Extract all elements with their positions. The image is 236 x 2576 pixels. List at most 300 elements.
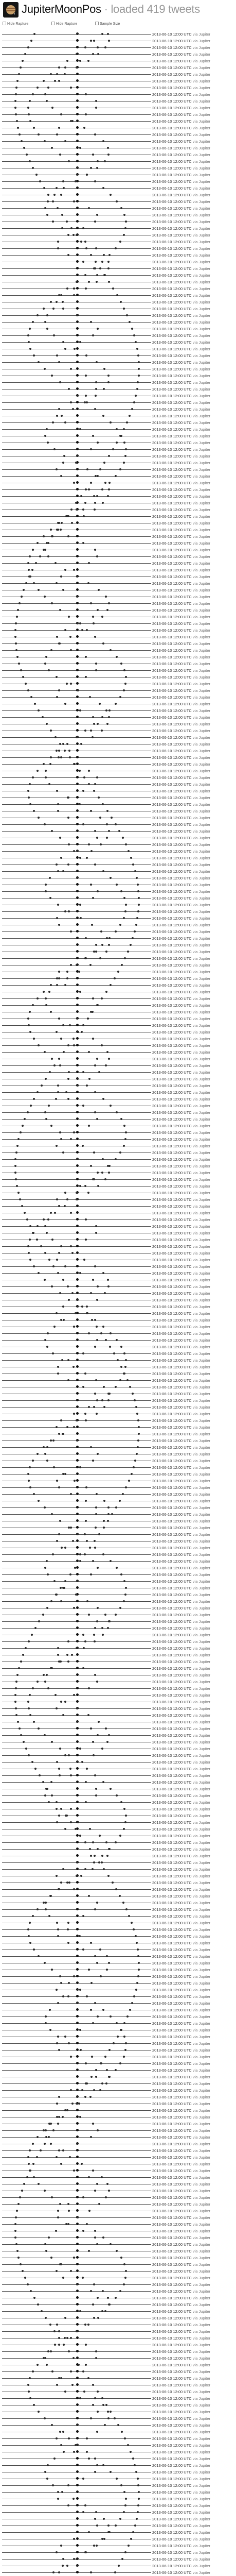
tweet-timestamp-link[interactable] <box>152 2497 210 2501</box>
tweet-timestamp-link[interactable] <box>152 1834 210 1838</box>
tweet-timestamp-link[interactable] <box>152 1405 210 1410</box>
tweet-timestamp-link[interactable] <box>152 903 210 907</box>
tweet-timestamp-link[interactable] <box>152 1860 210 1865</box>
tweet-timestamp-link[interactable] <box>152 52 210 57</box>
tweet-timestamp-link[interactable] <box>152 467 210 472</box>
tweet-timestamp-link[interactable] <box>152 1217 210 1222</box>
tweet-timestamp-link[interactable] <box>152 561 210 566</box>
tweet-timestamp-link[interactable] <box>152 2483 210 2488</box>
tweet-timestamp-link[interactable] <box>152 2014 210 2019</box>
tweet-timestamp-link[interactable] <box>152 2122 210 2126</box>
tweet-timestamp-link[interactable] <box>152 447 210 452</box>
tweet-timestamp-link[interactable] <box>152 923 210 927</box>
tweet-timestamp-link[interactable] <box>152 1345 210 1349</box>
tweet-timestamp-link[interactable] <box>152 1479 210 1483</box>
tweet-timestamp-link[interactable] <box>152 2517 210 2521</box>
tweet-timestamp-link[interactable] <box>152 286 210 291</box>
tweet-timestamp-link[interactable] <box>152 822 210 827</box>
tweet-timestamp-link[interactable] <box>152 2410 210 2414</box>
tweet-timestamp-link[interactable] <box>152 2242 210 2247</box>
tweet-timestamp-link[interactable] <box>152 688 210 693</box>
tweet-timestamp-link[interactable] <box>152 2369 210 2374</box>
tweet-timestamp-link[interactable] <box>152 2564 210 2568</box>
tweet-timestamp-link[interactable] <box>152 2430 210 2434</box>
checkbox-icon[interactable] <box>51 22 55 25</box>
tweet-timestamp-link[interactable] <box>152 943 210 947</box>
tweet-timestamp-link[interactable] <box>152 1921 210 1925</box>
tweet-timestamp-link[interactable] <box>152 501 210 505</box>
tweet-timestamp-link[interactable] <box>152 86 210 90</box>
tweet-timestamp-link[interactable] <box>152 755 210 760</box>
tweet-timestamp-link[interactable] <box>152 2115 210 2120</box>
tweet-timestamp-link[interactable] <box>152 1827 210 1832</box>
tweet-timestamp-link[interactable] <box>152 1914 210 1919</box>
tweet-timestamp-link[interactable] <box>152 2008 210 2012</box>
tweet-timestamp-link[interactable] <box>152 1291 210 1296</box>
tweet-timestamp-link[interactable] <box>152 1840 210 1845</box>
tweet-timestamp-link[interactable] <box>152 72 210 77</box>
tweet-timestamp-link[interactable] <box>152 849 210 854</box>
tweet-timestamp-link[interactable] <box>152 99 210 104</box>
tweet-timestamp-link[interactable] <box>152 320 210 325</box>
tweet-timestamp-link[interactable] <box>152 1284 210 1289</box>
tweet-timestamp-link[interactable] <box>152 1244 210 1249</box>
tweet-timestamp-link[interactable] <box>152 2503 210 2508</box>
tweet-timestamp-link[interactable] <box>152 1526 210 1530</box>
tweet-timestamp-link[interactable] <box>152 1981 210 1986</box>
tweet-timestamp-link[interactable] <box>152 2108 210 2113</box>
tweet-timestamp-link[interactable] <box>152 206 210 211</box>
tweet-timestamp-link[interactable] <box>152 1733 210 1738</box>
tweet-timestamp-link[interactable] <box>152 1077 210 1081</box>
tweet-timestamp-link[interactable] <box>152 2041 210 2046</box>
tweet-timestamp-link[interactable] <box>152 1184 210 1189</box>
tweet-timestamp-link[interactable] <box>152 648 210 653</box>
tweet-timestamp-link[interactable] <box>152 374 210 378</box>
tweet-timestamp-link[interactable] <box>152 695 210 700</box>
tweet-timestamp-link[interactable] <box>152 2075 210 2079</box>
tweet-timestamp-link[interactable] <box>152 662 210 666</box>
tweet-timestamp-link[interactable] <box>152 440 210 445</box>
tweet-timestamp-link[interactable] <box>152 1325 210 1329</box>
tweet-timestamp-link[interactable] <box>152 1626 210 1631</box>
tweet-timestamp-link[interactable] <box>152 2269 210 2274</box>
tweet-timestamp-link[interactable] <box>152 414 210 418</box>
tweet-timestamp-link[interactable] <box>152 2256 210 2260</box>
tweet-timestamp-link[interactable] <box>152 1304 210 1309</box>
tweet-timestamp-link[interactable] <box>152 1880 210 1885</box>
tweet-timestamp-link[interactable] <box>152 1104 210 1108</box>
tweet-timestamp-link[interactable] <box>152 360 210 365</box>
checkbox-icon[interactable] <box>3 22 6 25</box>
tweet-timestamp-link[interactable] <box>152 45 210 50</box>
tweet-timestamp-link[interactable] <box>152 2336 210 2341</box>
tweet-timestamp-link[interactable] <box>152 139 210 144</box>
tweet-timestamp-link[interactable] <box>152 1854 210 1858</box>
tweet-timestamp-link[interactable] <box>152 2202 210 2207</box>
tweet-timestamp-link[interactable] <box>152 936 210 941</box>
tweet-timestamp-link[interactable] <box>152 1271 210 1276</box>
tweet-timestamp-link[interactable] <box>152 1653 210 1657</box>
tweet-timestamp-link[interactable] <box>152 641 210 646</box>
tweet-timestamp-link[interactable] <box>152 1532 210 1537</box>
tweet-timestamp-link[interactable] <box>152 963 210 968</box>
tweet-timestamp-link[interactable] <box>152 1552 210 1557</box>
tweet-timestamp-link[interactable] <box>152 956 210 961</box>
tweet-timestamp-link[interactable] <box>152 1693 210 1698</box>
tweet-timestamp-link[interactable] <box>152 280 210 284</box>
tweet-timestamp-link[interactable] <box>152 1171 210 1175</box>
tweet-timestamp-link[interactable] <box>152 916 210 921</box>
tweet-timestamp-link[interactable] <box>152 715 210 720</box>
tweet-timestamp-link[interactable] <box>152 1425 210 1430</box>
tweet-timestamp-link[interactable] <box>152 1814 210 1818</box>
tweet-timestamp-link[interactable] <box>152 2262 210 2267</box>
tweet-timestamp-link[interactable] <box>152 2550 210 2555</box>
tweet-timestamp-link[interactable] <box>152 434 210 438</box>
tweet-timestamp-link[interactable] <box>152 1371 210 1376</box>
tweet-timestamp-link[interactable] <box>152 1472 210 1477</box>
tweet-timestamp-link[interactable] <box>152 883 210 887</box>
tweet-timestamp-link[interactable] <box>152 2570 210 2575</box>
tweet-timestamp-link[interactable] <box>152 1646 210 1651</box>
tweet-timestamp-link[interactable] <box>152 990 210 994</box>
tweet-timestamp-link[interactable] <box>152 186 210 191</box>
tweet-timestamp-link[interactable] <box>152 742 210 747</box>
tweet-timestamp-link[interactable] <box>152 1124 210 1128</box>
tweet-timestamp-link[interactable] <box>152 166 210 171</box>
tweet-timestamp-link[interactable] <box>152 1760 210 1765</box>
tweet-timestamp-link[interactable] <box>152 2389 210 2394</box>
tweet-timestamp-link[interactable] <box>152 32 210 37</box>
tweet-timestamp-link[interactable] <box>152 1659 210 1664</box>
tweet-timestamp-link[interactable] <box>152 2376 210 2381</box>
tweet-timestamp-link[interactable] <box>152 487 210 492</box>
tweet-timestamp-link[interactable] <box>152 782 210 787</box>
tweet-timestamp-link[interactable] <box>152 1559 210 1564</box>
tweet-timestamp-link[interactable] <box>152 1144 210 1148</box>
tweet-timestamp-link[interactable] <box>152 1392 210 1396</box>
tweet-timestamp-link[interactable] <box>152 65 210 70</box>
tweet-timestamp-link[interactable] <box>152 2343 210 2347</box>
tweet-timestamp-link[interactable] <box>152 1787 210 1791</box>
tweet-timestamp-link[interactable] <box>152 2523 210 2528</box>
tweet-timestamp-link[interactable] <box>152 106 210 110</box>
tweet-timestamp-link[interactable] <box>152 842 210 847</box>
tweet-timestamp-link[interactable] <box>152 2081 210 2086</box>
tweet-timestamp-link[interactable] <box>152 273 210 278</box>
tweet-timestamp-link[interactable] <box>152 1499 210 1503</box>
tweet-timestamp-link[interactable] <box>152 193 210 197</box>
tweet-timestamp-link[interactable] <box>152 2323 210 2327</box>
tweet-timestamp-link[interactable] <box>152 534 210 539</box>
tweet-timestamp-link[interactable] <box>152 2182 210 2187</box>
tweet-timestamp-link[interactable] <box>152 2557 210 2562</box>
tweet-timestamp-link[interactable] <box>152 1097 210 1101</box>
tweet-timestamp-link[interactable] <box>152 1238 210 1242</box>
tweet-timestamp-link[interactable] <box>152 1211 210 1215</box>
tweet-timestamp-link[interactable] <box>152 1452 210 1456</box>
tweet-timestamp-link[interactable] <box>152 1740 210 1744</box>
tweet-timestamp-link[interactable] <box>152 1907 210 1912</box>
tweet-timestamp-link[interactable] <box>152 2349 210 2354</box>
tweet-timestamp-link[interactable] <box>152 1070 210 1075</box>
tweet-timestamp-link[interactable] <box>152 2356 210 2361</box>
tweet-timestamp-link[interactable] <box>152 1512 210 1517</box>
tweet-timestamp-link[interactable] <box>152 728 210 733</box>
tweet-timestamp-link[interactable] <box>152 1298 210 1302</box>
tweet-timestamp-link[interactable] <box>152 240 210 244</box>
tweet-timestamp-link[interactable] <box>152 2215 210 2220</box>
tweet-timestamp-link[interactable] <box>152 1505 210 1510</box>
tweet-timestamp-link[interactable] <box>152 1398 210 1403</box>
tweet-timestamp-link[interactable] <box>152 1365 210 1369</box>
tweet-timestamp-link[interactable] <box>152 983 210 988</box>
tweet-timestamp-link[interactable] <box>152 1807 210 1811</box>
tweet-timestamp-link[interactable] <box>152 1706 210 1711</box>
tweet-timestamp-link[interactable] <box>152 407 210 412</box>
tweet-timestamp-link[interactable] <box>152 950 210 954</box>
tweet-timestamp-link[interactable] <box>152 1988 210 1992</box>
tweet-timestamp-link[interactable] <box>152 173 210 177</box>
tweet-timestamp-link[interactable] <box>152 769 210 773</box>
tweet-timestamp-link[interactable] <box>152 79 210 83</box>
tweet-timestamp-link[interactable] <box>152 976 210 981</box>
tweet-timestamp-link[interactable] <box>152 293 210 298</box>
tweet-timestamp-link[interactable] <box>152 2189 210 2193</box>
tweet-timestamp-link[interactable] <box>152 1680 210 1684</box>
tweet-timestamp-link[interactable] <box>152 233 210 238</box>
tweet-timestamp-link[interactable] <box>152 2055 210 2059</box>
tweet-timestamp-link[interactable] <box>152 1613 210 1617</box>
tweet-timestamp-link[interactable] <box>152 795 210 800</box>
tweet-timestamp-link[interactable] <box>152 970 210 974</box>
tweet-timestamp-link[interactable] <box>152 1164 210 1168</box>
tweet-timestamp-link[interactable] <box>152 1432 210 1436</box>
tweet-timestamp-link[interactable] <box>152 213 210 217</box>
tweet-timestamp-link[interactable] <box>152 1519 210 1523</box>
tweet-timestamp-link[interactable] <box>152 2235 210 2240</box>
tweet-timestamp-link[interactable] <box>152 340 210 345</box>
tweet-timestamp-link[interactable] <box>152 876 210 880</box>
tweet-timestamp-link[interactable] <box>152 420 210 425</box>
tweet-timestamp-link[interactable] <box>152 1492 210 1497</box>
tweet-timestamp-link[interactable] <box>152 1090 210 1095</box>
tweet-timestamp-link[interactable] <box>152 1459 210 1463</box>
tweet-timestamp-link[interactable] <box>152 1579 210 1584</box>
tweet-timestamp-link[interactable] <box>152 387 210 392</box>
tweet-timestamp-link[interactable] <box>152 333 210 338</box>
tweet-timestamp-link[interactable] <box>152 735 210 740</box>
tweet-timestamp-link[interactable] <box>152 1338 210 1343</box>
tweet-timestamp-link[interactable] <box>152 1793 210 1798</box>
tweet-timestamp-link[interactable] <box>152 1204 210 1209</box>
tweet-timestamp-link[interactable] <box>152 1445 210 1450</box>
tweet-timestamp-link[interactable] <box>152 2048 210 2053</box>
tweet-timestamp-link[interactable] <box>152 2249 210 2253</box>
tweet-timestamp-link[interactable] <box>152 2148 210 2153</box>
tweet-timestamp-link[interactable] <box>152 862 210 867</box>
tweet-timestamp-link[interactable] <box>152 461 210 465</box>
tweet-timestamp-link[interactable] <box>152 1351 210 1356</box>
tweet-timestamp-link[interactable] <box>152 2470 210 2475</box>
tweet-timestamp-link[interactable] <box>152 1619 210 1624</box>
tweet-timestamp-link[interactable] <box>152 481 210 485</box>
tweet-timestamp-link[interactable] <box>152 749 210 753</box>
tweet-timestamp-link[interactable] <box>152 2142 210 2146</box>
tweet-timestamp-link[interactable] <box>152 929 210 934</box>
tweet-timestamp-link[interactable] <box>152 2450 210 2454</box>
tweet-timestamp-link[interactable] <box>152 1037 210 1041</box>
tweet-timestamp-link[interactable] <box>152 2035 210 2039</box>
tweet-timestamp-link[interactable] <box>152 246 210 251</box>
tweet-timestamp-link[interactable] <box>152 909 210 914</box>
tweet-timestamp-link[interactable] <box>152 802 210 807</box>
tweet-timestamp-link[interactable] <box>152 2436 210 2441</box>
tweet-timestamp-link[interactable] <box>152 1713 210 1718</box>
tweet-timestamp-link[interactable] <box>152 152 210 157</box>
tweet-timestamp-link[interactable] <box>152 59 210 63</box>
tweet-timestamp-link[interactable] <box>152 588 210 592</box>
tweet-timestamp-link[interactable] <box>152 1150 210 1155</box>
tweet-timestamp-link[interactable] <box>152 635 210 639</box>
tweet-timestamp-link[interactable] <box>152 775 210 780</box>
tweet-timestamp-link[interactable] <box>152 1847 210 1852</box>
tweet-timestamp-link[interactable] <box>152 367 210 371</box>
tweet-timestamp-link[interactable] <box>152 2175 210 2180</box>
tweet-timestamp-link[interactable] <box>152 1686 210 1691</box>
tweet-timestamp-link[interactable] <box>152 1157 210 1162</box>
tweet-timestamp-link[interactable] <box>152 1418 210 1423</box>
tweet-timestamp-link[interactable] <box>152 521 210 526</box>
tweet-timestamp-link[interactable] <box>152 2456 210 2461</box>
tweet-timestamp-link[interactable] <box>152 682 210 686</box>
tweet-timestamp-link[interactable] <box>152 2222 210 2227</box>
tweet-timestamp-link[interactable] <box>152 1231 210 1235</box>
tweet-timestamp-link[interactable] <box>152 574 210 579</box>
tweet-timestamp-link[interactable] <box>152 1780 210 1785</box>
tweet-timestamp-link[interactable] <box>152 1278 210 1282</box>
tweet-timestamp-link[interactable] <box>152 394 210 398</box>
tweet-timestamp-link[interactable] <box>152 380 210 385</box>
tweet-timestamp-link[interactable] <box>152 668 210 673</box>
tweet-timestamp-link[interactable] <box>152 2021 210 2026</box>
tweet-timestamp-link[interactable] <box>152 126 210 130</box>
tweet-timestamp-link[interactable] <box>152 1566 210 1570</box>
tweet-timestamp-link[interactable] <box>152 615 210 619</box>
tweet-timestamp-link[interactable] <box>152 2309 210 2314</box>
tweet-timestamp-link[interactable] <box>152 1412 210 1416</box>
tweet-timestamp-link[interactable] <box>152 1941 210 1945</box>
tweet-timestamp-link[interactable] <box>152 1726 210 1731</box>
tweet-timestamp-link[interactable] <box>152 1572 210 1577</box>
tweet-timestamp-link[interactable] <box>152 996 210 1001</box>
tweet-timestamp-link[interactable] <box>152 1251 210 1256</box>
tweet-timestamp-link[interactable] <box>152 2423 210 2428</box>
tweet-timestamp-link[interactable] <box>152 1311 210 1316</box>
tweet-timestamp-link[interactable] <box>152 1331 210 1336</box>
tweet-timestamp-link[interactable] <box>152 347 210 351</box>
tweet-timestamp-link[interactable] <box>152 1083 210 1088</box>
tweet-timestamp-link[interactable] <box>152 39 210 43</box>
checkbox-icon[interactable] <box>95 22 99 25</box>
tweet-timestamp-link[interactable] <box>152 1773 210 1778</box>
tweet-timestamp-link[interactable] <box>152 722 210 726</box>
tweet-timestamp-link[interactable] <box>152 1592 210 1597</box>
tweet-timestamp-link[interactable] <box>152 1110 210 1115</box>
tweet-timestamp-link[interactable] <box>152 2316 210 2320</box>
tweet-timestamp-link[interactable] <box>152 1546 210 1550</box>
tweet-timestamp-link[interactable] <box>152 829 210 834</box>
tweet-timestamp-link[interactable] <box>152 2168 210 2173</box>
tweet-timestamp-link[interactable] <box>152 266 210 271</box>
tweet-timestamp-link[interactable] <box>152 1318 210 1323</box>
tweet-timestamp-link[interactable] <box>152 132 210 137</box>
tweet-timestamp-link[interactable] <box>152 1378 210 1383</box>
tweet-timestamp-link[interactable] <box>152 2276 210 2280</box>
tweet-timestamp-link[interactable] <box>152 1767 210 1771</box>
tweet-timestamp-link[interactable] <box>152 2068 210 2073</box>
tweet-timestamp-link[interactable] <box>152 1720 210 1724</box>
tweet-timestamp-link[interactable] <box>152 1901 210 1905</box>
tweet-timestamp-link[interactable] <box>152 1043 210 1048</box>
tweet-timestamp-link[interactable] <box>152 708 210 713</box>
tweet-timestamp-link[interactable] <box>152 1465 210 1470</box>
tweet-timestamp-link[interactable] <box>152 2396 210 2401</box>
tweet-timestamp-link[interactable] <box>152 1867 210 1872</box>
tweet-timestamp-link[interactable] <box>152 856 210 860</box>
tweet-timestamp-link[interactable] <box>152 2490 210 2495</box>
tweet-timestamp-link[interactable] <box>152 2229 210 2233</box>
tweet-timestamp-link[interactable] <box>152 92 210 97</box>
tweet-timestamp-link[interactable] <box>152 454 210 459</box>
tweet-timestamp-link[interactable] <box>152 1954 210 1959</box>
tweet-timestamp-link[interactable] <box>152 1887 210 1892</box>
tweet-timestamp-link[interactable] <box>152 2028 210 2032</box>
tweet-timestamp-link[interactable] <box>152 199 210 204</box>
hide-rapture-toggle[interactable] <box>3 21 28 27</box>
tweet-timestamp-link[interactable] <box>152 1197 210 1202</box>
tweet-timestamp-link[interactable] <box>152 1539 210 1544</box>
tweet-timestamp-link[interactable] <box>152 568 210 572</box>
tweet-timestamp-link[interactable] <box>152 514 210 519</box>
tweet-timestamp-link[interactable] <box>152 2296 210 2300</box>
tweet-timestamp-link[interactable] <box>152 2510 210 2515</box>
tweet-timestamp-link[interactable] <box>152 219 210 224</box>
tweet-timestamp-link[interactable] <box>152 595 210 599</box>
tweet-timestamp-link[interactable] <box>152 1385 210 1389</box>
tweet-timestamp-link[interactable] <box>152 112 210 117</box>
tweet-timestamp-link[interactable] <box>152 1358 210 1363</box>
tweet-timestamp-link[interactable] <box>152 2416 210 2421</box>
tweet-timestamp-link[interactable] <box>152 1258 210 1262</box>
tweet-timestamp-link[interactable] <box>152 655 210 659</box>
tweet-timestamp-link[interactable] <box>152 896 210 901</box>
tweet-timestamp-link[interactable] <box>152 327 210 331</box>
tweet-timestamp-link[interactable] <box>152 702 210 706</box>
tweet-timestamp-link[interactable] <box>152 400 210 405</box>
tweet-timestamp-link[interactable] <box>152 1994 210 1999</box>
tweet-timestamp-link[interactable] <box>152 675 210 680</box>
tweet-timestamp-link[interactable] <box>152 548 210 552</box>
tweet-timestamp-link[interactable] <box>152 621 210 626</box>
tweet-timestamp-link[interactable] <box>152 1438 210 1443</box>
tweet-timestamp-link[interactable] <box>152 581 210 586</box>
tweet-timestamp-link[interactable] <box>152 2463 210 2468</box>
tweet-timestamp-link[interactable] <box>152 1010 210 1014</box>
tweet-timestamp-link[interactable] <box>152 2155 210 2160</box>
tweet-timestamp-link[interactable] <box>152 300 210 304</box>
